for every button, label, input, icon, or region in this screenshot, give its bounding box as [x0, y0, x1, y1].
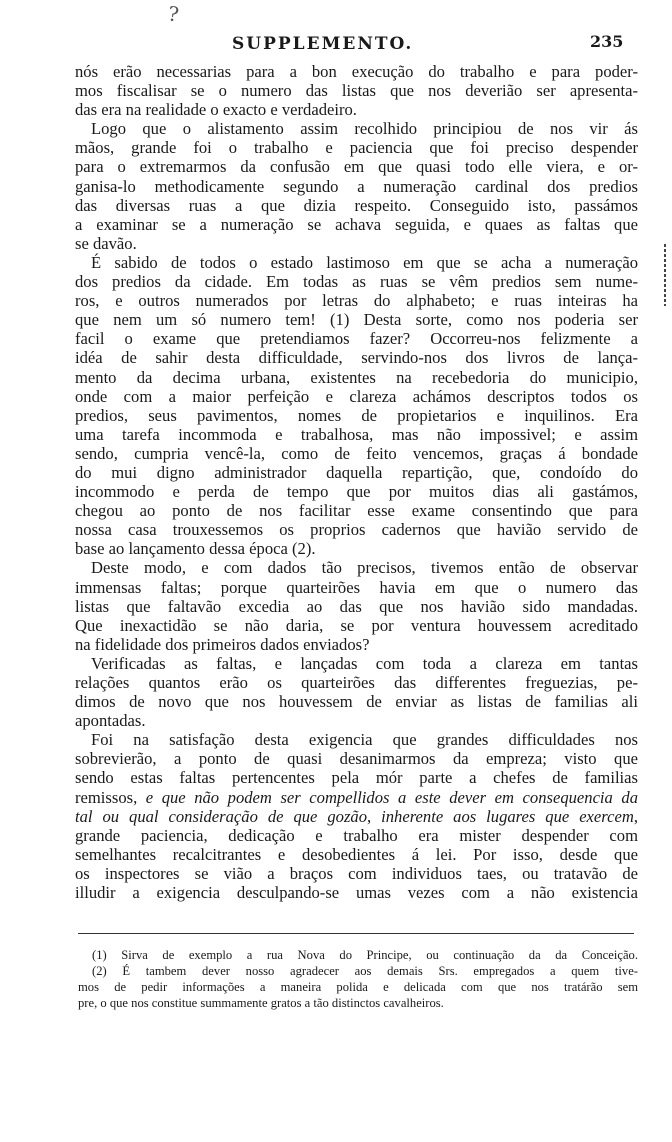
line-text: idéa de sahir desta difficuldade, servindo-nos dos livros de lança-: [75, 348, 638, 368]
margin-mark: [664, 244, 666, 306]
text-line: [75, 81, 638, 100]
text-line: [75, 501, 638, 520]
italic-text: e que não podem ser compellidos a este dever em consequencia da: [145, 787, 638, 807]
text-line: [75, 425, 638, 444]
line-text: facil o exame que pretendiamos fazer? Occorreu-nos felizmente a: [75, 329, 638, 349]
text-line: [75, 348, 638, 367]
footnote-line: (1) Sirva de exemplo a rua Nova do Principe, ou continuação da da Conceição.: [92, 948, 638, 962]
line-text: na fidelidade dos primeiros dados enviados?: [75, 634, 370, 654]
line-text: sendo estas faltas pertencentes pela mór parte a chefes de familias: [75, 768, 638, 788]
line-text: apontadas.: [75, 711, 146, 731]
text-line: [75, 100, 638, 119]
line-text: base ao lançamento dessa época (2).: [75, 539, 316, 559]
text-line: [75, 157, 638, 176]
line-text: incommodo e perda de tempo que por muitos dias ali gastámos,: [75, 482, 638, 502]
footnote-line: pre, o que nos constitue summamente gratos a tão distinctos cavalheiros.: [78, 996, 444, 1010]
line-text: remissos,: [75, 787, 146, 807]
text-line: [75, 883, 638, 902]
text-line: [75, 558, 638, 577]
line-text: immensas faltas; porque quarteirões havia em que o numero das: [75, 577, 638, 597]
line-text: dimos de novo que nos houvessem de enviar as listas de familias ali: [75, 692, 638, 712]
text-line: [75, 329, 638, 348]
line-text: ros, e outros numerados por letras do alphabeto; e ruas inteiras ha: [75, 291, 638, 311]
text-line: [75, 119, 638, 138]
text-line: [75, 234, 638, 253]
text-line: [75, 177, 638, 196]
line-text: chegou ao ponto de nos facilitar esse exame consentindo que para: [75, 501, 638, 521]
line-text: semelhantes recalcitrantes e desobedientes á lei. Por isso, desde que: [75, 844, 638, 864]
text-line: [75, 864, 638, 883]
text-line: [75, 138, 638, 157]
text-line: [75, 730, 638, 749]
line-text: illudir a exigencia desculpando-se umas vezes com a não existencia: [75, 883, 638, 903]
footnote-line: mos de pedir informações a maneira polida e delicada com que nos tratárão sem: [78, 980, 638, 994]
text-line: [75, 463, 638, 482]
footnote-line: (2) É tambem dever nosso agradecer aos demais Srs. empregados a quem tive-: [92, 964, 638, 978]
line-text: sendo, cumpria vencê-la, como de feito vencemos, graças á bondade: [75, 443, 638, 463]
line-text: Verificadas as faltas, e lançadas com toda a clareza em tantas: [91, 653, 638, 673]
text-line: [75, 310, 638, 329]
text-line: [75, 406, 638, 425]
text-line: [75, 578, 638, 597]
page-number: 235: [590, 32, 624, 51]
text-line: [75, 692, 638, 711]
line-text: nossa casa trouxessemos os proprios cadernos que havião servido de: [75, 520, 638, 540]
line-text: Que inexactidão se não daria, se por ventura houvessem acreditado: [75, 615, 638, 635]
footnotes: [78, 947, 638, 1011]
line-text: grande paciencia, dedicação e trabalho era mister despender com: [75, 825, 638, 845]
text-line: [75, 654, 638, 673]
text-line: [75, 62, 638, 81]
line-text: mento da decima urbana, existentes na recebedoria do municipio,: [75, 367, 638, 387]
text-line: [75, 291, 638, 310]
text-line: [75, 635, 638, 654]
text-line: [75, 597, 638, 616]
line-text: Deste modo, e com dados tão precisos, tivemos então de observar: [91, 558, 638, 578]
margin-scribble: ?: [166, 1, 181, 27]
text-line: [75, 368, 638, 387]
text-line: [75, 711, 638, 730]
line-text: mos fiscalisar se o numero das listas que nos deverião ser apresenta-: [75, 81, 638, 101]
line-text: dos predios da cidade. Em todas as ruas se vêm predios sem nume-: [75, 272, 638, 292]
line-text: ganisa-lo methodicamente segundo a numeração cardinal dos predios: [75, 176, 638, 196]
line-text: listas que faltavão excedia ao das que nos havião sido mandadas.: [75, 596, 638, 616]
text-line: [75, 387, 638, 406]
text-line: [75, 768, 638, 787]
body-text: [75, 62, 638, 902]
line-text: uma tarefa incommoda e trabalhosa, mas não impossivel; e assim: [75, 424, 638, 444]
line-text: ,: [367, 806, 382, 826]
line-text: das diversas ruas a que dizia respeito. Conseguido isto, passámos: [75, 195, 638, 215]
line-text: mãos, grande foi o trabalho e paciencia que foi preciso despender: [75, 138, 638, 158]
line-text: os inspectores se vião a braços com individuos taes, ou tratavão de: [75, 863, 638, 883]
line-text: É sabido de todos o estado lastimoso em que se acha a numeração: [91, 252, 638, 272]
footnote-rule: [78, 933, 634, 934]
italic-text: inherente aos lugares que exercem: [381, 806, 634, 826]
line-text: onde com a maior perfeição e clareza achámos descriptos todos os: [75, 386, 638, 406]
text-line: [75, 807, 638, 826]
text-line: [75, 539, 638, 558]
text-line: [75, 272, 638, 291]
text-line: [75, 826, 638, 845]
line-text: que nem um só numero tem! (1) Desta sorte, como nos poderia ser: [75, 310, 638, 330]
line-text: relações quantos erão os quarteirões das differentes freguezias, pe-: [75, 673, 638, 692]
line-text: Foi na satisfação desta exigencia que grandes difficuldades nos: [91, 730, 638, 750]
text-line: [75, 520, 638, 539]
running-title: SUPPLEMENTO.: [232, 34, 414, 54]
text-line: [75, 482, 638, 501]
text-line: [75, 196, 638, 215]
line-text: a examinar se a numeração se achava seguida, e quaes as faltas que: [75, 214, 638, 234]
text-line: [75, 215, 638, 234]
text-line: [75, 253, 638, 272]
line-text: predios, seus pavimentos, nomes de propietarios e inquilinos. Era: [75, 405, 638, 425]
text-line: [75, 673, 638, 692]
line-text: do mui digno administrador daquella repartição, que, condoído do: [75, 462, 638, 482]
line-text: para o extremarmos da confusão em que quasi todo elle viera, e or-: [75, 157, 638, 177]
line-text: ,: [633, 806, 639, 826]
text-line: [75, 788, 638, 807]
line-text: nós erão necessarias para a bon execução do trabalho e para poder-: [75, 62, 638, 81]
line-text: das era na realidade o exacto e verdadeiro.: [75, 100, 357, 120]
text-line: [75, 749, 638, 768]
line-text: se davão.: [75, 233, 137, 253]
text-line: [75, 616, 638, 635]
line-text: sobrevierão, a ponto de quasi desanimarmos da empreza; visto que: [75, 749, 638, 769]
text-line: [75, 444, 638, 463]
text-line: [75, 845, 638, 864]
italic-text: tal ou qual consideração de que gozão: [75, 806, 368, 826]
line-text: Logo que o alistamento assim recolhido principiou de nos vir ás: [91, 119, 638, 139]
